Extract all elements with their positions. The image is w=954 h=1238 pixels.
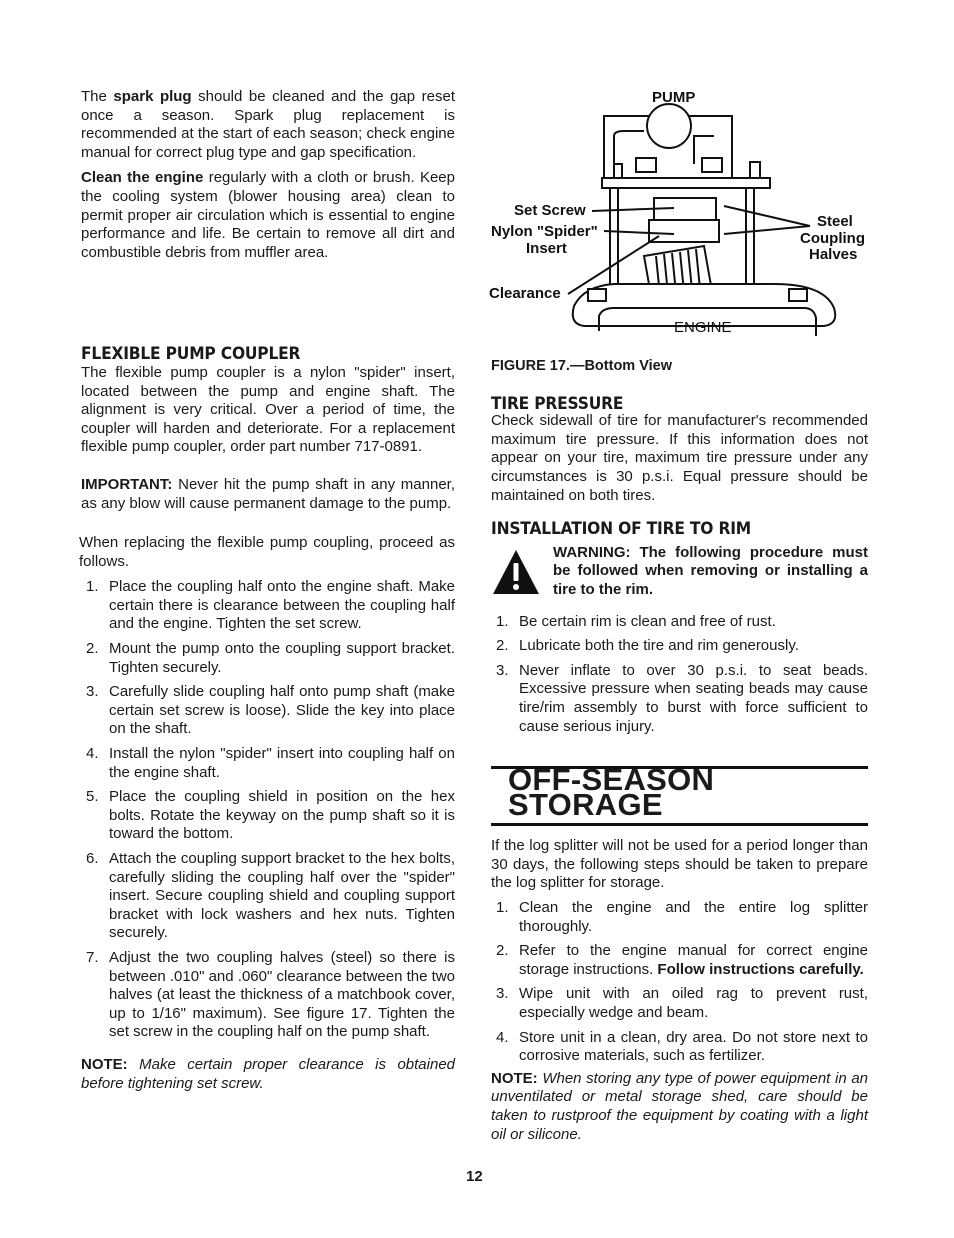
tire-pressure-heading: TIRE PRESSURE bbox=[491, 393, 624, 414]
installation-heading: INSTALLATION OF TIRE TO RIM bbox=[491, 519, 751, 539]
tire-pressure-paragraph: Check sidewall of tire for manufacturer's recommended maximum tire pressure. If this information does not appear on your tire, maximum tire pressure under any circumstances is 30 p.s.i. Equal pressure should be maintained on both tires. bbox=[491, 412, 868, 504]
figure-label-set-screw: Set Screw bbox=[514, 202, 586, 219]
clean-engine-term: Clean the engine bbox=[81, 169, 204, 187]
storage-steps-list bbox=[491, 899, 868, 1066]
list-item: 3. Carefully slide coupling half onto pump shaft (make certain set screw is loose). Slide the key into place on the shaft. bbox=[86, 683, 455, 738]
replacing-intro: When replacing the flexible pump coupling, proceed as follows. bbox=[79, 534, 455, 570]
figure-17-diagram bbox=[484, 86, 874, 346]
figure-caption: FIGURE 17.—Bottom View bbox=[491, 358, 673, 374]
list-item: 2. Refer to the engine manual for correct engine storage instructions. Follow instructions carefully. bbox=[496, 942, 868, 978]
list-item: 6. Attach the coupling support bracket to the hex bolts, carefully sliding the coupling half over the "spider" insert. Secure coupling shield and coupling support bracket with lock washers and hex nuts. Tighten securely. bbox=[86, 850, 455, 942]
list-item: 2. Mount the pump onto the coupling support bracket. Tighten securely. bbox=[86, 640, 455, 676]
spark-plug-term: spark plug bbox=[113, 88, 192, 105]
important-paragraph: IMPORTANT: Never hit the pump shaft in any manner, as any blow will cause permanent damage to the pump. bbox=[81, 475, 456, 512]
list-item: 5. Place the coupling shield in position on the hex bolts. Rotate the keyway on the pump shaft so it is toward the bottom. bbox=[86, 788, 455, 843]
note-label: NOTE: bbox=[491, 1069, 538, 1087]
clean-engine-paragraph: Clean the engine regularly with a cloth or brush. Keep the cooling system (blower housing area) clean to permit proper air circulation which is essential to engine performance and life. Be certain to remove all dirt and combustible debris from muffler area. bbox=[81, 169, 455, 261]
list-item: 1. Place the coupling half onto the engine shaft. Make certain there is clearance between the coupling half and the engine. Tighten the set screw. bbox=[86, 578, 455, 633]
figure-label-halves: Halves bbox=[809, 246, 858, 263]
note-label: NOTE: bbox=[81, 1055, 128, 1073]
figure-label-nylon-spider: Nylon "Spider" bbox=[491, 223, 598, 240]
off-season-intro: If the log splitter will not be used for a period longer than 30 days, the following steps should be taken to prepare the log splitter for storage. bbox=[491, 837, 868, 892]
list-item: 1. Be certain rim is clean and free of rust. bbox=[496, 612, 776, 630]
storage-note: NOTE: When storing any type of power equipment in an unventilated or metal storage shed, care should be taken to rustproof the equipment by coating with a light oil or silicone. bbox=[491, 1069, 869, 1143]
warning-block bbox=[491, 544, 868, 600]
figure-label-coupling: Coupling bbox=[800, 230, 865, 247]
pump-port bbox=[647, 104, 691, 148]
spark-plug-paragraph: The spark plug should be cleaned and the gap reset once a season. Spark plug replacement is recommended at the start of each season; check engine manual for correct plug type and gap specification. bbox=[81, 88, 455, 161]
off-season-heading-bar bbox=[491, 762, 868, 826]
list-item: 7. Adjust the two coupling halves (steel) so there is between .010" and .060" clearance between the two halves (at least the thickness of a matchbook cover, up to 1/16" maximum). See figure 17. Tighten the set screw in the coupling half on the pump shaft. bbox=[86, 948, 455, 1041]
coupling-note: NOTE: Make certain proper clearance is obtained before tightening set screw. bbox=[81, 1055, 456, 1092]
off-season-heading: OFF-SEASON STORAGE bbox=[508, 762, 715, 822]
left-column bbox=[81, 88, 455, 1093]
right-column bbox=[491, 357, 868, 1144]
warning-text: WARNING: The following procedure must be followed when removing or installing a tire to the rim. bbox=[553, 543, 868, 598]
page-number: 12 bbox=[466, 1168, 483, 1185]
figure-label-steel: Steel bbox=[817, 213, 853, 230]
flexible-coupler-paragraph: The flexible pump coupler is a nylon "spider" insert, located between the pump and engine shaft. The alignment is very critical. Over a period of time, the coupler will harden and deteriorate. For a replacement flexible pump coupler, order part number 717-0891. bbox=[81, 363, 455, 456]
list-item: 3. Never inflate to over 30 p.s.i. to seat beads. Excessive pressure when seating beads may cause tire/rim assembly to burst with force sufficient to cause serious injury. bbox=[496, 661, 868, 735]
list-item: 4. Store unit in a clean, dry area. Do not store next to corrosive materials, such as fertilizer. bbox=[496, 1028, 868, 1065]
figure-label-engine: ENGINE bbox=[674, 319, 732, 336]
list-item: 3. Wipe unit with an oiled rag to prevent rust, especially wedge and beam. bbox=[496, 985, 868, 1022]
install-steps-list bbox=[491, 613, 868, 737]
support-bracket bbox=[602, 178, 770, 188]
figure-label-pump: PUMP bbox=[652, 89, 696, 106]
figure-label-clearance: Clearance bbox=[489, 285, 561, 302]
figure-label-insert: Insert bbox=[526, 240, 567, 257]
important-label: IMPORTANT: bbox=[81, 475, 173, 493]
flexible-pump-coupler-heading: FLEXIBLE PUMP COUPLER bbox=[81, 344, 301, 364]
list-item: 4. Install the nylon "spider" insert into coupling half on the engine shaft. bbox=[86, 745, 455, 781]
list-item: 1. Clean the engine and the entire log splitter thoroughly. bbox=[496, 899, 868, 935]
list-item: 2. Lubricate both the tire and rim generously. bbox=[496, 637, 799, 655]
warning-triangle-icon bbox=[491, 548, 541, 596]
coupling-steps-list bbox=[81, 578, 455, 1042]
